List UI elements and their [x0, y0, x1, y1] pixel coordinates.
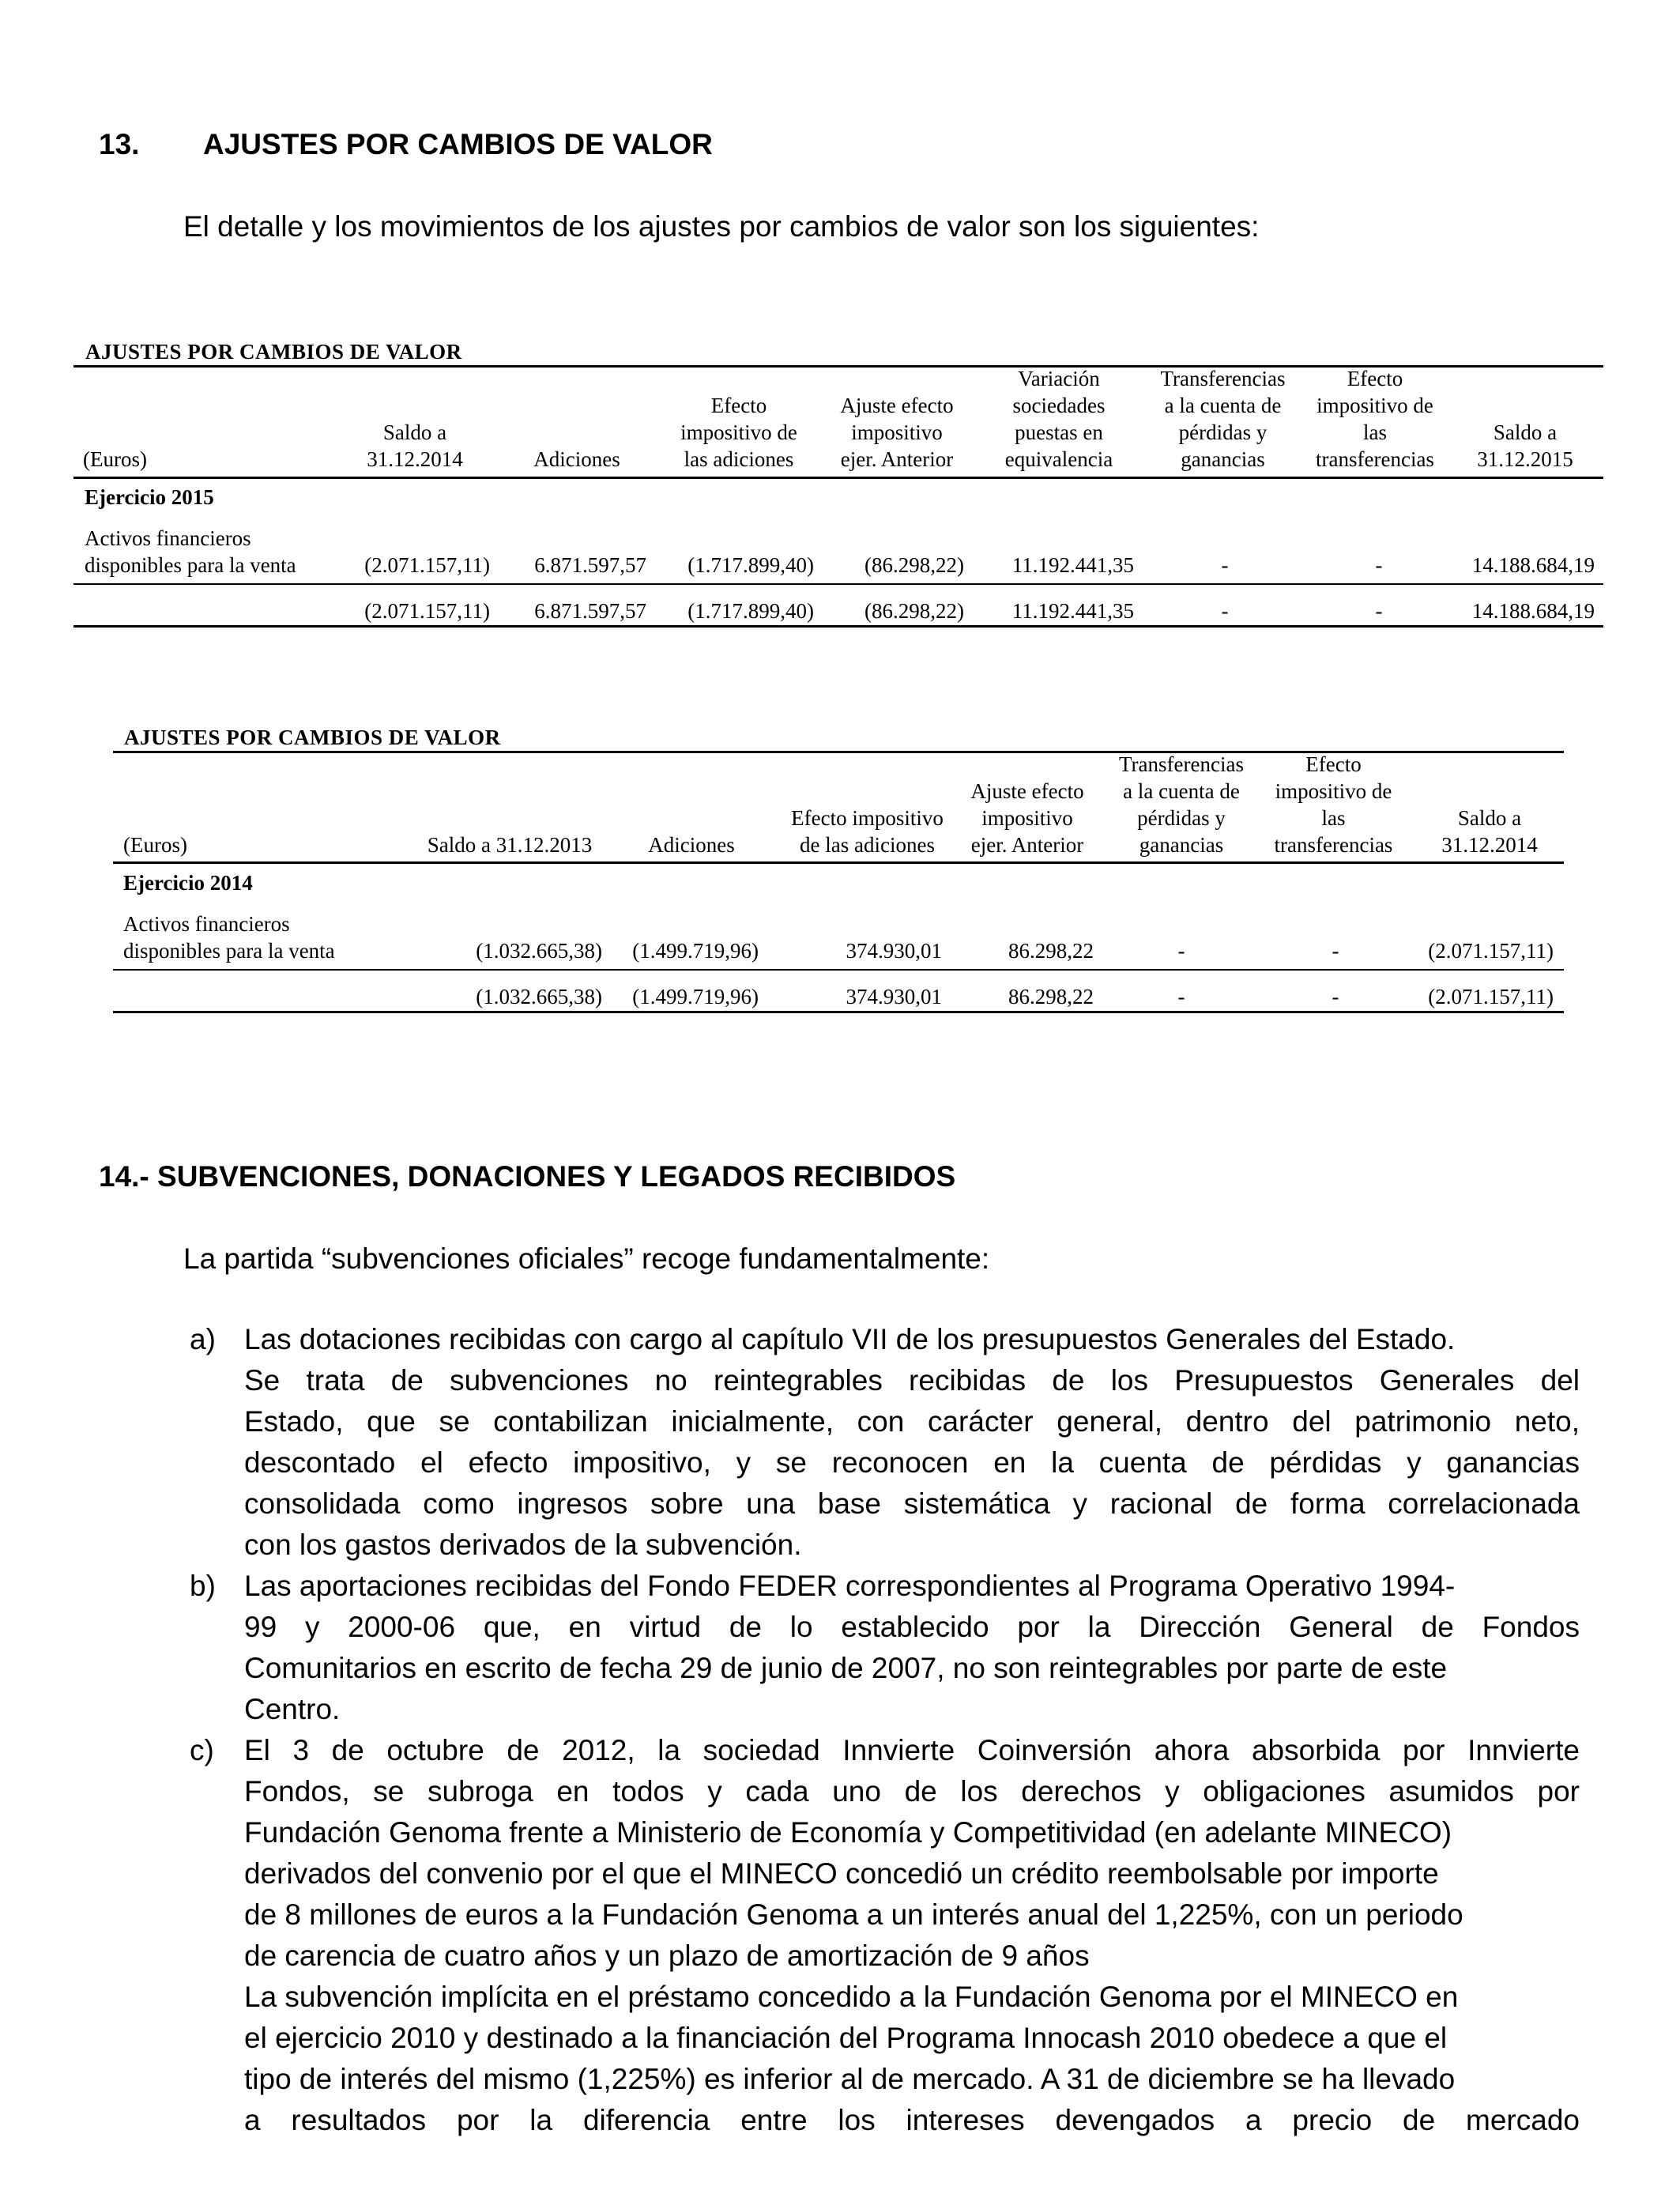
table-2014-cell-efecto-adiciones: 374.930,01	[846, 939, 942, 963]
item-a-line-5: consolidada como ingresos sobre una base sistemática y racional de forma correlacionada	[244, 1487, 1580, 1520]
item-b-marker: b)	[190, 1570, 216, 1602]
table-2014-total-efecto-transferencias: -	[1332, 985, 1339, 1008]
table-2014-row-label: Activos financieros disponibles para la venta	[123, 912, 335, 963]
table-2015-header-adiciones: Adiciones	[533, 447, 620, 471]
table-2014-cell-ajuste: 86.298,22	[1008, 939, 1094, 963]
item-c-line-6: de carencia de cuatro años y un plazo de amortización de 9 años	[244, 1940, 1090, 1972]
table-2014-subtotal-rule	[113, 969, 1564, 971]
table-2014-header-euros: (Euros)	[123, 833, 187, 857]
item-b-line-4: Centro.	[244, 1693, 341, 1725]
table-2014-caption: AJUSTES POR CAMBIOS DE VALOR	[124, 726, 501, 749]
table-2014-total-efecto-adiciones: 374.930,01	[846, 985, 942, 1008]
section-14-title: 14.- SUBVENCIONES, DONACIONES Y LEGADOS RECIBIDOS	[99, 1160, 956, 1193]
table-2014-cell-transferencias: -	[1177, 939, 1185, 963]
table-2015-bottom-rule	[73, 625, 1603, 628]
table-2014-bottom-rule	[113, 1011, 1564, 1013]
table-2015-total-efecto-transferencias: -	[1375, 599, 1383, 623]
table-2014-total-ajuste: 86.298,22	[1008, 985, 1094, 1008]
item-a-line-4: descontado el efecto impositivo, y se reconocen en la cuenta de pérdidas y ganancias	[244, 1446, 1580, 1479]
table-2015-group-label: Ejercicio 2015	[85, 485, 214, 509]
item-b-line-1: Las aportaciones recibidas del Fondo FEDER correspondientes al Programa Operativo 1994-	[244, 1570, 1456, 1602]
item-a-line-1: Las dotaciones recibidas con cargo al capítulo VII de los presupuestos Generales del Estado.	[244, 1323, 1456, 1355]
table-2014-total-saldo-2013: (1.032.665,38)	[476, 985, 602, 1008]
table-2015-cell-saldo-2015: 14.188.684,19	[1471, 553, 1595, 577]
table-2014-header-efecto-adiciones: Efecto impositivo de las adiciones	[791, 806, 944, 857]
table-2015-row-label: Activos financieros disponibles para la venta	[85, 526, 296, 577]
item-c-line-7: La subvención implícita en el préstamo concedido a la Fundación Genoma por el MINECO en	[244, 1981, 1459, 2013]
item-a-marker: a)	[190, 1323, 216, 1355]
table-2015-cell-saldo-2014: (2.071.157,11)	[364, 553, 490, 577]
table-2014-header-transferencias: Transferencias a la cuenta de pérdidas y ganancias	[1119, 752, 1244, 857]
table-2015-header-efecto-transferencias: Efecto impositivo de las transferencias	[1316, 367, 1434, 471]
item-c-line-3: Fundación Genoma frente a Ministerio de Economía y Competitividad (en adelante MINECO)	[244, 1816, 1452, 1849]
item-c-line-8: el ejercicio 2010 y destinado a la financiación del Programa Innocash 2010 obedece a que el	[244, 2022, 1448, 2054]
table-2014-header-rule	[113, 861, 1564, 864]
section-13-title: AJUSTES POR CAMBIOS DE VALOR	[203, 128, 713, 160]
table-2014-header-efecto-transferencias: Efecto impositivo de las transferencias	[1274, 752, 1393, 857]
table-2014-group-label: Ejercicio 2014	[123, 871, 253, 895]
item-b-line-3: Comunitarios en escrito de fecha 29 de junio de 2007, no son reintegrables por parte de este	[244, 1652, 1448, 1684]
table-2014-total-transferencias: -	[1177, 985, 1185, 1008]
table-2015-total-saldo-2015: 14.188.684,19	[1471, 599, 1595, 623]
table-2014-total-adiciones: (1.499.719,96)	[632, 985, 759, 1008]
table-2015-header-rule	[73, 477, 1603, 479]
table-2014-cell-efecto-transferencias: -	[1332, 939, 1339, 963]
item-c-line-1: El 3 de octubre de 2012, la sociedad Innvierte Coinversión ahora absorbida por Innvierte	[244, 1734, 1580, 1766]
table-2014-cell-adiciones: (1.499.719,96)	[632, 939, 759, 963]
table-2015-header-ajuste-efecto: Ajuste efecto impositivo ejer. Anterior	[840, 394, 954, 471]
table-2015-cell-variacion: 11.192.441,35	[1011, 553, 1134, 577]
item-c-line-4: derivados del convenio por el que el MINECO concedió un crédito reembolsable por importe	[244, 1857, 1439, 1890]
table-2015-total-transferencias: -	[1221, 599, 1229, 623]
item-c-marker: c)	[190, 1734, 214, 1766]
section-13-number: 13.	[99, 128, 140, 160]
table-2015-subtotal-rule	[73, 583, 1603, 585]
table-2014-header-ajuste-efecto: Ajuste efecto impositivo ejer. Anterior	[970, 779, 1084, 857]
table-2015-cell-efecto-transferencias: -	[1375, 553, 1383, 577]
table-2015-total-efecto-adiciones: (1.717.899,40)	[687, 599, 814, 623]
table-2015-cell-efecto-adiciones: (1.717.899,40)	[687, 553, 814, 577]
table-2015-header-saldo-2014: Saldo a 31.12.2014	[367, 420, 463, 471]
table-2015-total-ajuste: (86.298,22)	[864, 599, 964, 623]
table-2014-cell-saldo-2013: (1.032.665,38)	[476, 939, 602, 963]
item-a-line-2: Se trata de subvenciones no reintegrables recibidas de los Presupuestos Generales del	[244, 1364, 1580, 1397]
item-a-line-6: con los gastos derivados de la subvención.	[244, 1529, 802, 1561]
table-2015-total-variacion: 11.192.441,35	[1011, 599, 1134, 623]
table-2015-header-efecto-adiciones: Efecto impositivo de las adiciones	[680, 394, 797, 471]
item-b-line-2: 99 y 2000-06 que, en virtud de lo establecido por la Dirección General de Fondos	[244, 1611, 1580, 1643]
table-2015-cell-transferencias: -	[1221, 553, 1229, 577]
table-2015-header-transferencias: Transferencias a la cuenta de pérdidas y ganancias	[1160, 367, 1286, 471]
item-c-line-10: a resultados por la diferencia entre los intereses devengados a precio de mercado	[244, 2104, 1580, 2136]
table-2015-header-saldo-2015: Saldo a 31.12.2015	[1477, 420, 1573, 471]
table-2014-total-saldo-2014: (2.071.157,11)	[1428, 985, 1554, 1008]
table-2015-header-euros: (Euros)	[83, 447, 147, 471]
table-2015-total-saldo-2014: (2.071.157,11)	[364, 599, 490, 623]
table-2015-cell-ajuste: (86.298,22)	[864, 553, 964, 577]
table-2015-total-adiciones: 6.871.597,57	[534, 599, 646, 623]
item-a-line-3: Estado, que se contabilizan inicialmente, con carácter general, dentro del patrimonio neto,	[244, 1405, 1580, 1438]
table-2015-cell-adiciones: 6.871.597,57	[534, 553, 646, 577]
item-c-line-9: tipo de interés del mismo (1,225%) es inferior al de mercado. A 31 de diciembre se ha llevado	[244, 2063, 1456, 2095]
table-2015-header-variacion: Variación sociedades puestas en equivalencia	[1004, 367, 1113, 471]
table-2015-caption: AJUSTES POR CAMBIOS DE VALOR	[85, 340, 462, 364]
table-2014-cell-saldo-2014: (2.071.157,11)	[1428, 939, 1554, 963]
item-c-line-2: Fondos, se subroga en todos y cada uno de los derechos y obligaciones asumidos por	[244, 1775, 1580, 1808]
item-c-line-5: de 8 millones de euros a la Fundación Genoma a un interés anual del 1,225%, con un periodo	[244, 1898, 1463, 1931]
table-2014-header-saldo-2014: Saldo a 31.12.2014	[1441, 806, 1538, 857]
section-14-intro: La partida “subvenciones oficiales” recoge fundamentalmente:	[183, 1242, 990, 1275]
table-2014-header-adiciones: Adiciones	[648, 833, 735, 857]
table-2014-header-saldo-2013: Saldo a 31.12.2013	[427, 833, 593, 857]
section-13-intro: El detalle y los movimientos de los ajustes por cambios de valor son los siguientes:	[183, 210, 1260, 243]
